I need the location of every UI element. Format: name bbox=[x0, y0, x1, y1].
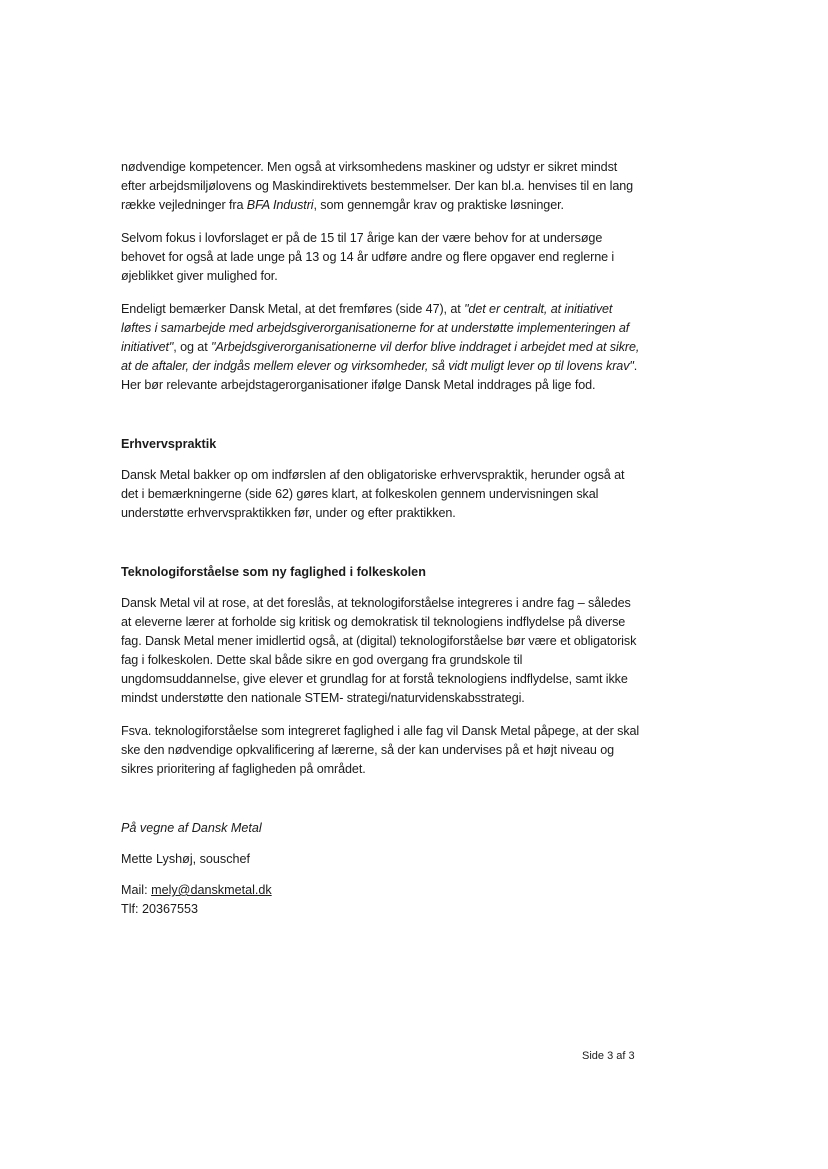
paragraph-text: Endeligt bemærker Dansk Metal, at det fremføres (side 47), at bbox=[121, 302, 465, 316]
page-number: Side 3 af 3 bbox=[582, 1050, 635, 1062]
paragraph-text: . Her bør relevante arbejdstagerorganisationer ifølge Dansk Metal inddrages på lige fod. bbox=[121, 359, 638, 392]
heading-teknologiforstaaelse: Teknologiforståelse som ny faglighed i folkeskolen bbox=[121, 565, 426, 579]
paragraph-teknologi-1: Dansk Metal vil at rose, at det foreslås, at teknologiforståelse integreres i andre fag – således at eleverne lærer at forholde sig kritisk og demokratisk til teknologiens indflydelse på diverse fag. Dansk Metal mener imidlertid også, at (digital) teknologiforståelse bør være et obligatorisk fag i folkeskolen. Dette skal både sikre en god overgang fra grundskole til ungdomsuddannelse, give elever et grundlag for at forstå teknologiens indflydelse, samt ikke mindst understøtte den nationale STEM- strategi/naturvidenskabsstrategi. bbox=[121, 596, 637, 705]
quote-1: "det er centralt, at initiativet løftes i samarbejde med arbejdsgiverorganisationerne for at understøtte implementeringen af initiativet" bbox=[121, 302, 630, 354]
paragraph-organisations bbox=[121, 300, 641, 395]
letter-body bbox=[121, 158, 641, 919]
signature-on-behalf: På vegne af Dansk Metal bbox=[121, 821, 262, 835]
signature-phone: Tlf: 20367553 bbox=[121, 902, 199, 916]
bfa-industri-reference: BFA Industri bbox=[246, 198, 314, 212]
mail-label: Mail: bbox=[121, 883, 152, 897]
paragraph-young-workers: Selvom fokus i lovforslaget er på de 15 til 17 årige kan der være behov for at undersøge behovet for også at lade unge på 13 og 14 år udføre andre og flere opgaver end reglerne i øjeblikket giver mulighed for. bbox=[121, 231, 615, 283]
signature-name: Mette Lyshøj, souschef bbox=[121, 852, 251, 866]
paragraph-text: , som gennemgår krav og praktiske løsninger. bbox=[313, 198, 564, 212]
paragraph-competences bbox=[121, 158, 641, 215]
paragraph-teknologi-2: Fsva. teknologiforståelse som integreret faglighed i alle fag vil Dansk Metal påpege, at der skal ske den nødvendige opkvalificering af lærerne, så der kan undervises på et højt niveau og sikres prioritering af fagligheden på området. bbox=[121, 724, 640, 776]
paragraph-erhvervspraktik: Dansk Metal bakker op om indførslen af den obligatoriske erhvervspraktik, herunder også at det i bemærkningerne (side 62) gøres klart, at folkeskolen gennem undervisningen skal understøtte erhvervspraktikken før, under og efter praktikken. bbox=[121, 468, 625, 520]
heading-erhvervspraktik: Erhvervspraktik bbox=[121, 437, 217, 451]
paragraph-text: , og at bbox=[173, 340, 211, 354]
signature-mail-line bbox=[121, 881, 641, 900]
email-link[interactable]: mely@danskmetal.dk bbox=[151, 883, 272, 897]
paragraph-text: nødvendige kompetencer. Men også at virksomhedens maskiner og udstyr er sikret mindst efter arbejdsmiljølovens og Maskindirektivets bestemmelser. Der kan bl.a. henvises til en lang række vejledninger fra bbox=[121, 160, 634, 212]
signature-block bbox=[121, 819, 641, 919]
quote-2: "Arbejdsgiverorganisationerne vil derfor blive inddraget i arbejdet med at sikre, at de aftaler, der indgås mellem elever og virksomheder, så vidt muligt lever op til lovens krav" bbox=[121, 340, 640, 373]
